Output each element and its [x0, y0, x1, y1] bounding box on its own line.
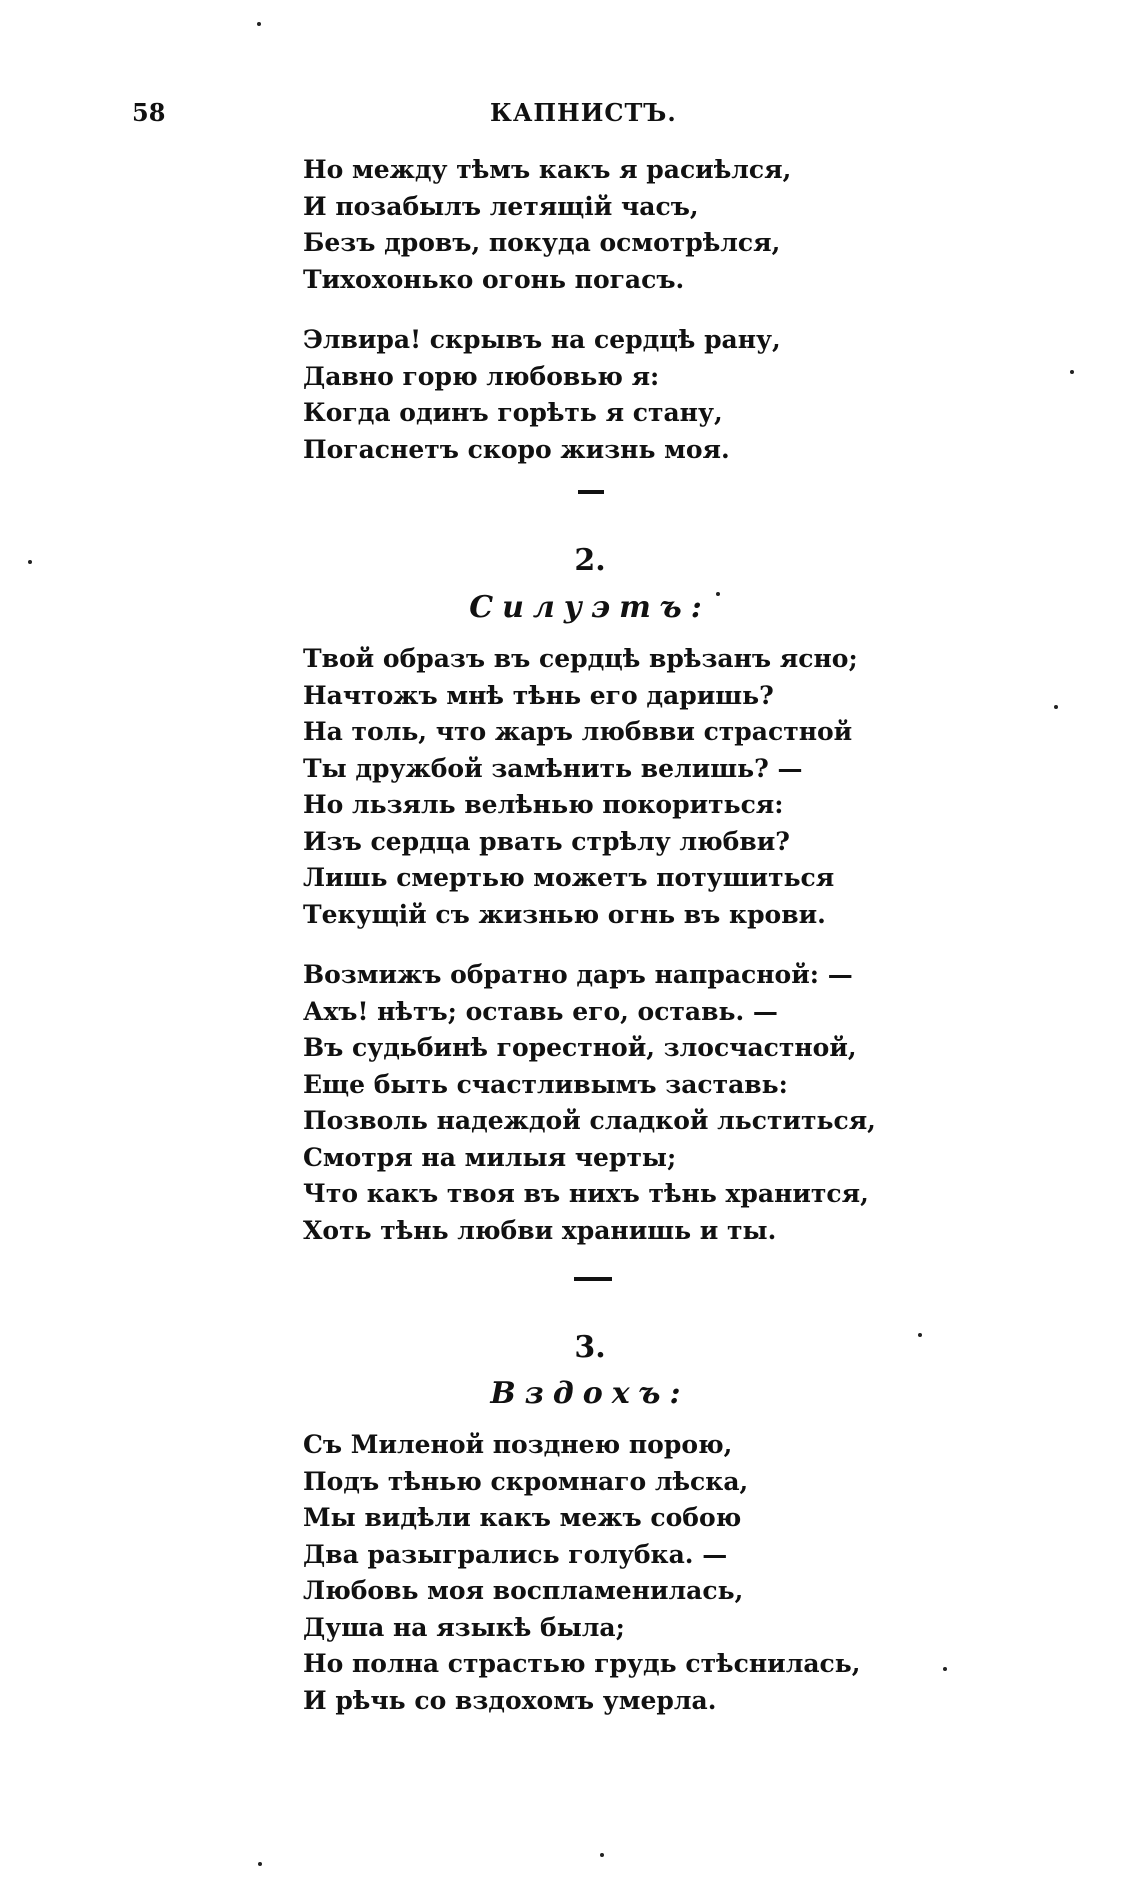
verse-line: Но между тѣмъ какъ я расиѣлся,: [303, 155, 792, 184]
verse-line: Возмижъ обратно даръ напрасной: —: [303, 960, 853, 989]
verse-line: Ты дружбой замѣнить велишь? —: [303, 753, 803, 783]
verse-line: Текущій съ жизнью огнь въ крови.: [303, 899, 826, 929]
poem3-stanza-1: [303, 1427, 863, 1719]
verse-line: Хоть тѣнь любви хранишь и ты.: [303, 1215, 777, 1245]
scan-speck: [918, 1333, 922, 1337]
verse-line: Изъ сердца рвать стрѣлу любви?: [303, 826, 790, 856]
verse-line: Но льзяль велѣнью покориться:: [303, 790, 784, 819]
scan-speck: [600, 1853, 604, 1857]
poem-number: 2.: [574, 543, 606, 578]
verse-line: Лишь смертью можетъ потушиться: [303, 863, 835, 892]
poem-number: 3.: [574, 1330, 606, 1365]
running-head: КАПНИСТЪ.: [490, 98, 677, 127]
scan-speck: [1054, 705, 1058, 709]
scan-speck: [28, 560, 32, 564]
poem1-stanza-1: [303, 152, 863, 298]
verse-line: Безъ дровъ, покуда осмотрѣлся,: [303, 228, 781, 257]
verse-line: Смотря на милыя черты;: [303, 1142, 677, 1172]
verse-line: Элвира! скрывъ на сердцѣ рану,: [303, 325, 781, 354]
verse-line: Въ судьбинѣ горестной, злосчастной,: [303, 1033, 857, 1062]
section-divider: [574, 1277, 612, 1281]
verse-line: На толь, что жаръ любвви страстной: [303, 717, 853, 746]
verse-line: Но полна страстью грудь стѣснилась,: [303, 1649, 861, 1678]
page-number: 58: [132, 98, 166, 127]
verse-line: Когда одинъ горѣть я стану,: [303, 398, 723, 427]
scan-speck: [257, 22, 261, 26]
verse-line: Еще быть счастливымъ заставь:: [303, 1069, 788, 1099]
verse-line: Два разыгрались голубка. —: [303, 1539, 728, 1569]
verse-line: Подъ тѣнью скромнаго лѣска,: [303, 1466, 749, 1496]
verse-line: И рѣчь со вздохомъ умерла.: [303, 1685, 717, 1715]
scan-speck: [1070, 370, 1074, 374]
verse-line: Начтожъ мнѣ тѣнь его даришь?: [303, 680, 774, 710]
poem-title: Силуэтъ:: [469, 590, 711, 625]
verse-line: Позволь надеждой сладкой льститься,: [303, 1106, 876, 1135]
verse-line: И позабылъ летящій часъ,: [303, 191, 699, 221]
verse-line: Давно горю любовью я:: [303, 361, 660, 391]
scan-speck: [716, 592, 720, 596]
scan-speck: [943, 1667, 947, 1671]
poem2-stanza-1: [303, 641, 863, 933]
verse-line: Твой образъ въ сердцѣ врѣзанъ ясно;: [303, 644, 858, 673]
verse-line: Тихохонько огонь погасъ.: [303, 264, 685, 294]
verse-line: Съ Миленой позднею порою,: [303, 1430, 733, 1459]
verse-line: Мы видѣли какъ межъ собою: [303, 1503, 742, 1532]
poem1-stanza-2: [303, 322, 863, 468]
section-divider: [578, 490, 604, 494]
verse-line: Что какъ твоя въ нихъ тѣнь хранится,: [303, 1179, 869, 1208]
verse-line: Любовь моя воспламенилась,: [303, 1576, 744, 1605]
verse-line: Ахъ! нѣтъ; оставь его, оставь. —: [303, 996, 778, 1026]
verse-line: Душа на языкѣ была;: [303, 1612, 625, 1642]
verse-line: Погаснетъ скоро жизнь моя.: [303, 434, 730, 464]
poem2-stanza-2: [303, 957, 876, 1249]
scan-speck: [258, 1862, 262, 1866]
poem-title: Вздохъ:: [490, 1376, 690, 1411]
